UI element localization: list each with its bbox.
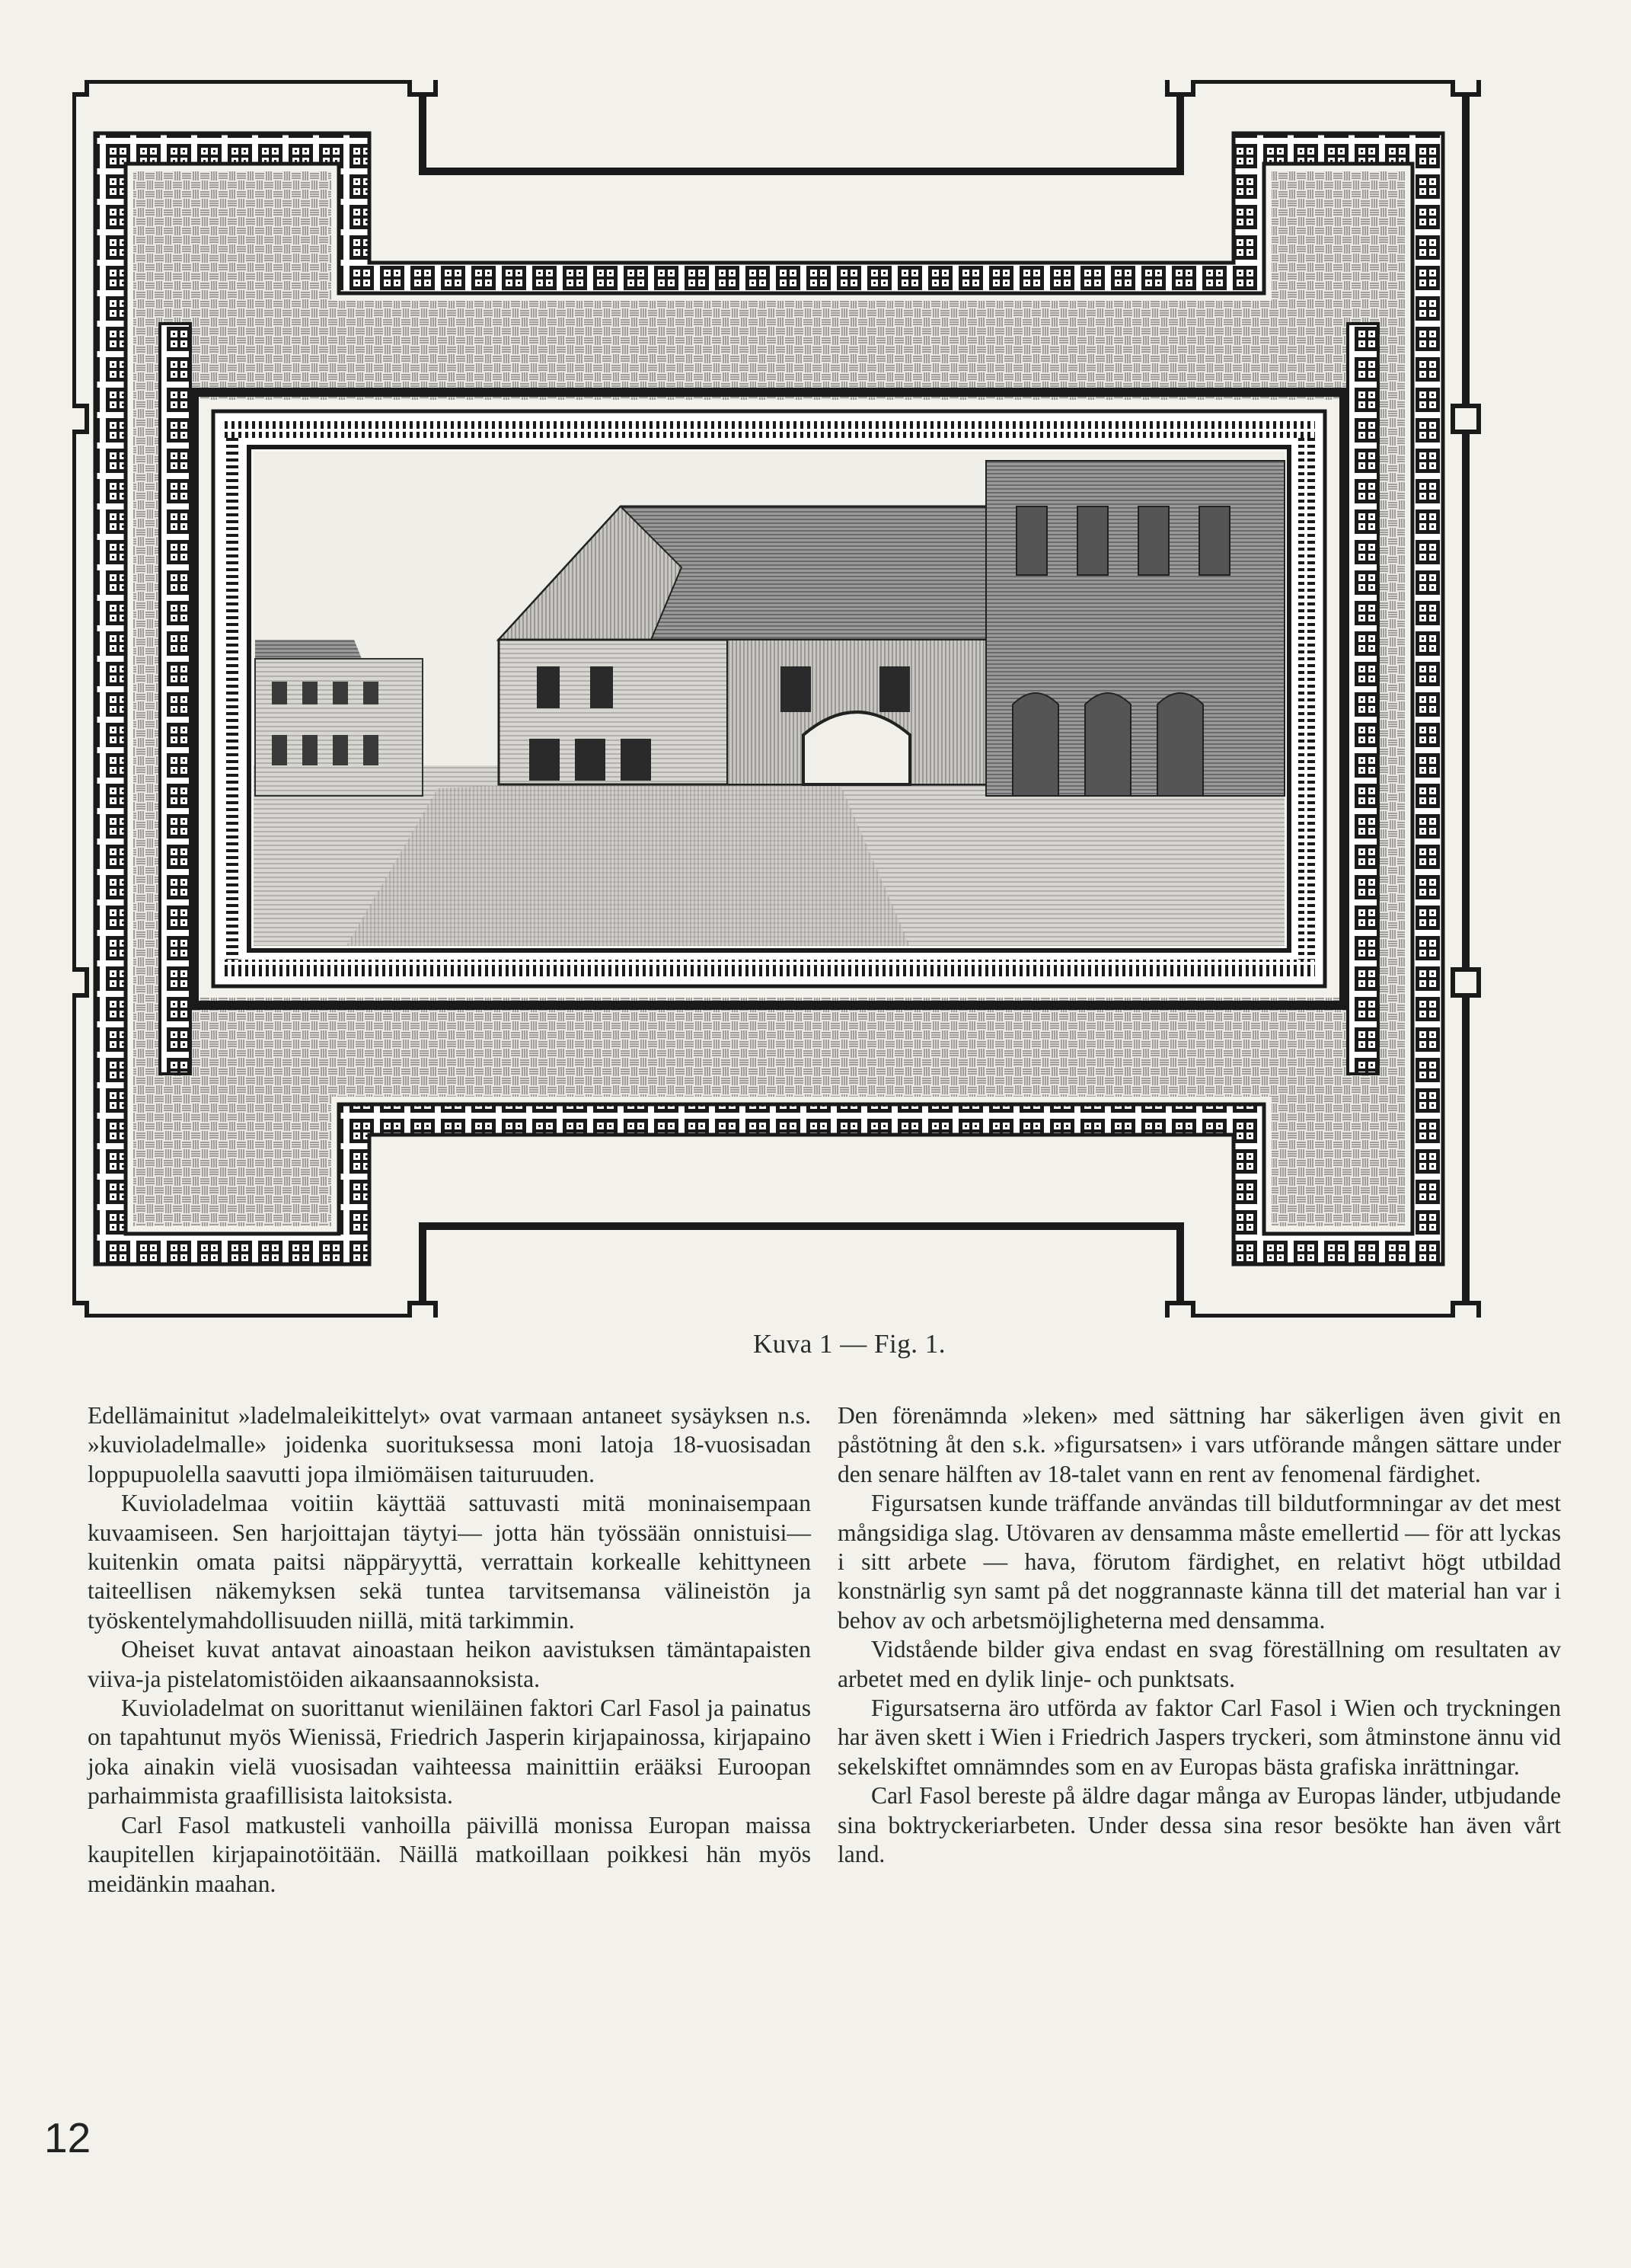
engraving-picture (249, 447, 1289, 950)
paragraph: Figursatsen kunde träffande användas till bildutformningar av det mest mångsidiga slag. Utövaren av densamma måste emellertid — för att lyckas i sitt arbete — hava, förutom färdighet, en relativt högt utbildad konstnärlig syn samt på det noggrannaste känna till det material han var i behov av och arbetsmöjligheterna med densamma. (838, 1490, 1561, 1634)
finnish-text-column (88, 1401, 811, 1899)
page-number: 12 (44, 2114, 91, 2161)
paragraph: Carl Fasol bereste på äldre dagar många av Europas länder, utbjudande sina boktryckeriarbeten. Under dessa sina resor besökte han även vårt land. (838, 1782, 1561, 1868)
figure-frame-svg (72, 80, 1542, 1318)
figure-caption: Kuva 1 — Fig. 1. (742, 1329, 956, 1359)
swedish-text-column (838, 1401, 1561, 1870)
paragraph: Kuvioladelmat on suorittanut wieniläinen faktori Carl Fasol ja painatus on tapahtunut myös Wienissä, Friedrich Jasperin kirjapainossa, kirjapaino joka ainakin vielä vuosisadan vaihteessa mainittiin erääksi Euroopan parhaimmista graafillisista laitoksista. (88, 1695, 811, 1810)
paragraph: Kuvioladelmaa voitiin käyttää sattuvasti mitä moninaisempaan kuvaamiseen. Sen harjoittajan täytyi— jotta hän työssään onnistuisi— kuitenkin omata paitsi näppäryyttä, verrattain korkealle kehittyneen taiteellisen näkemyksen sekä tuntea tarvitsemansa välineistön ja työskentelymahdollisuuden niillä, mitä tarkimmin. (88, 1490, 811, 1634)
paragraph: Carl Fasol matkusteli vanhoilla päivillä monissa Europan maissa kaupitellen kirjapainotöitään. Näillä matkoillaan poikkesi hän myös meidänkin maahan. (88, 1811, 811, 1897)
paragraph: Edellämainitut »ladelmaleikittelyt» ovat varmaan antaneet sysäyksen n.s. »kuvioladelmalle» joidenka suorituksessa moni latoja 18-vuosisadan loppupuolella saavutti jopa ilmiömäisen taituruuden. (88, 1402, 811, 1487)
paragraph: Vidstående bilder giva endast en svag föreställning om resultaten av arbetet med en dylik linje- och punktsats. (838, 1636, 1561, 1692)
paragraph: Oheiset kuvat antavat ainoastaan heikon aavistuksen tämäntapaisten viiva-ja pistelatomistöiden aikaansaannoksista. (88, 1636, 811, 1692)
paragraph: Den förenämnda »leken» med sättning har säkerligen även givit en påstötning åt den s.k. »figursatsen» i vars utförande mången sättare under den senare hälften av 18-talet vann en rent av fenomenal färdighet. (838, 1402, 1561, 1487)
paragraph: Figursatserna äro utförda av faktor Carl Fasol i Wien och tryckningen har även skett i Wien i Friedrich Jaspers tryckeri, som åtminstone ännu vid sekelskiftet omnämndes som en av Europas bästa grafiska inrättningar. (838, 1695, 1561, 1780)
ornamental-figure (72, 80, 1542, 1359)
